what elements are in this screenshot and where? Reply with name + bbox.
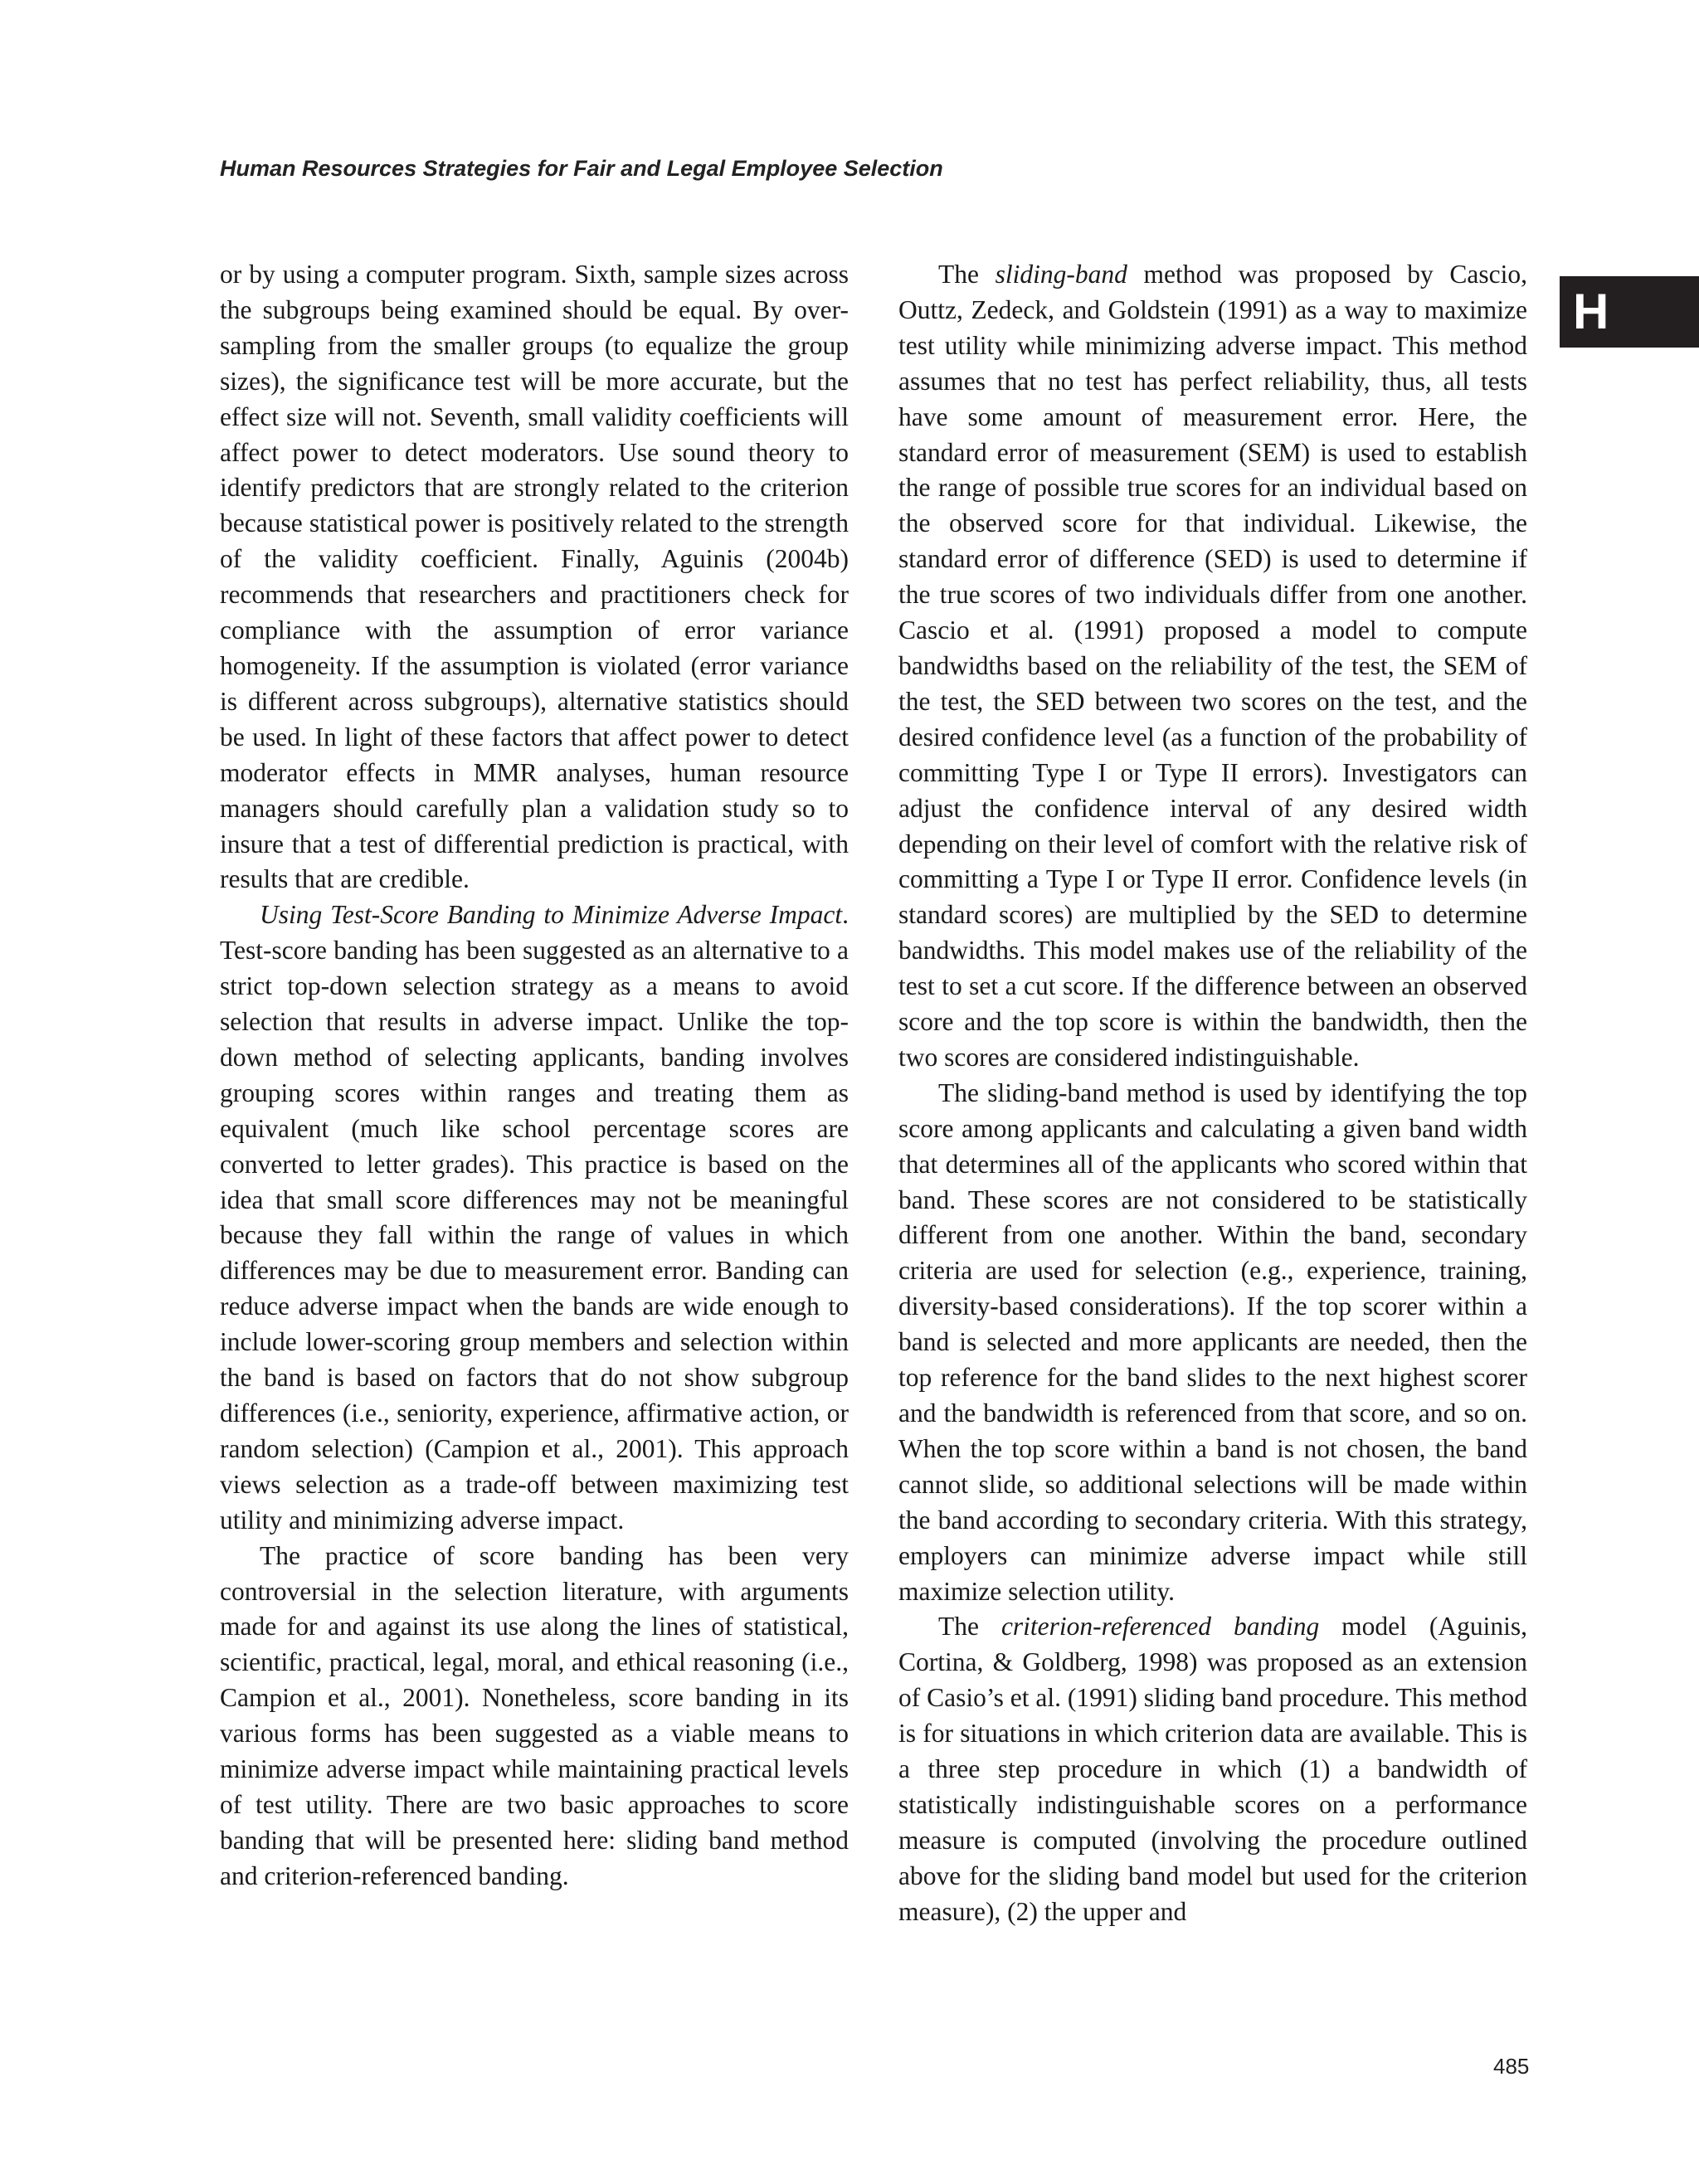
left-paragraph-2 (220, 897, 849, 1538)
sliding-band-term: sliding-band (995, 260, 1127, 289)
right-paragraph-3-body: model (Aguinis, Cortina, & Goldberg, 1998) was proposed as an extension of Casio’s et al. (1991) sliding band procedure. This method is for situations in which criterion data are available. This is a three step procedure in which (1) a bandwidth of statistically indistinguishable scores on a performance measure is computed (involving the procedure outlined above for the sliding band model but used for the criterion measure), (2) the upper and (898, 1612, 1527, 1926)
right-paragraph-1 (898, 257, 1527, 1076)
page-number: 485 (1493, 2054, 1530, 2079)
right-paragraph-1-body: method was proposed by Cascio, Outtz, Zedeck, and Goldstein (1991) as a way to maximize test utility while minimizing adverse impact. This method assumes that no test has perfect reliability, thus, all tests have some amount of measurement error. Here, the standard error of measurement (SEM) is used to establish the range of possible true scores for an individual based on the observed score for that individual. Likewise, the standard error of difference (SED) is used to determine if the true scores of two individuals differ from one another. Cascio et al. (1991) proposed a model to compute bandwidths based on the reliability of the test, the SEM of the test, the SED between two scores on the test, and the desired confidence level (as a function of the probability of committing Type I or Type II errors). Investigators can adjust the confidence interval of any desired width depending on their level of comfort with the relative risk of committing a Type I or Type II error. Confidence levels (in standard scores) are multiplied by the SED to determine bandwidths. This model makes use of the reliability of the test to set a cut score. If the difference between an observed score and the top score is within the bandwidth, then the two scores are considered indistinguishable. (898, 260, 1527, 1072)
left-paragraph-2-body: . Test-score banding has been suggested as an alternative to a strict top-down selection strategy as a means to avoid selection that results in adverse impact. Unlike the top-down method of selecting applicants, banding involves grouping scores within ranges and treating them as equivalent (much like school percentage scores are converted to letter grades). This practice is based on the idea that small score differences may not be meaningful because they fall within the range of values in which differences may be due to measurement error. Banding can reduce adverse impact when the bands are wide enough to include lower-scoring group members and selection within the band is based on factors that do not show subgroup differences (i.e., seniority, experience, affirmative action, or random selection) (Campion et al., 2001). This approach views selection as a trade-off between maximizing test utility and minimizing adverse impact. (220, 900, 849, 1535)
right-column (898, 257, 1527, 1930)
running-head-title: Human Resources Strategies for Fair and Legal Employee Selection (220, 156, 943, 181)
right-paragraph-3 (898, 1609, 1527, 1929)
right-paragraph-1-lead: The (938, 260, 996, 289)
left-paragraph-3: The practice of score banding has been very controversial in the selection literature, with arguments made for and against its use along the lines of statistical, scientific, practical, legal, moral, and ethical reasoning (i.e., Campion et al., 2001). Nonetheless, score banding in its various forms has been suggested as a viable means to minimize adverse impact while maintaining practical levels of test utility. There are two basic approaches to score banding that will be presented here: sliding band method and criterion-referenced banding. (220, 1540, 849, 1890)
section-tab-letter: H (1573, 284, 1609, 339)
right-paragraph-3-lead: The (938, 1612, 1001, 1642)
left-paragraph-1: or by using a computer program. Sixth, sample sizes across the subgroups being examined should be equal. By over-sampling from the smaller groups (to equalize the group sizes), the significance test will be more accurate, but the effect size will not. Seventh, small validity coefficients will affect power to detect moderators. Use sound theory to identify predictors that are strongly related to the criterion because statistical power is positively related to the strength of the validity coefficient. Finally, Aguinis (2004b) recommends that researchers and practitioners check for compliance with the assumption of error variance homogeneity. If the assumption is violated (error variance is different across subgroups), alternative statistics should be used. In light of these factors that affect power to detect moderator effects in MMR analyses, human resource managers should carefully plan a validation study so to insure that a test of differential prediction is practical, with results that are credible. (220, 260, 849, 894)
right-paragraph-2: The sliding-band method is used by identifying the top score among applicants and calculating a given band width that determines all of the applicants who scored within that band. These scores are not considered to be statistically different from one another. Within the band, secondary criteria are used for selection (e.g., experience, training, diversity-based considerations). If the top scorer within a band is selected and more applicants are needed, then the top reference for the band slides to the next highest scorer and the bandwidth is referenced from that score, and so on. When the top score within a band is not chosen, the band cannot slide, so additional selections will be made within the band according to secondary criteria. With this strategy, employers can minimize adverse impact while still maximize selection utility. (898, 1077, 1527, 1606)
left-column (220, 257, 849, 1895)
banding-subheading: Using Test-Score Banding to Minimize Adverse Impact (260, 900, 843, 930)
section-tab (1560, 276, 1699, 348)
criterion-referenced-term: criterion-referenced banding (1000, 1612, 1320, 1642)
